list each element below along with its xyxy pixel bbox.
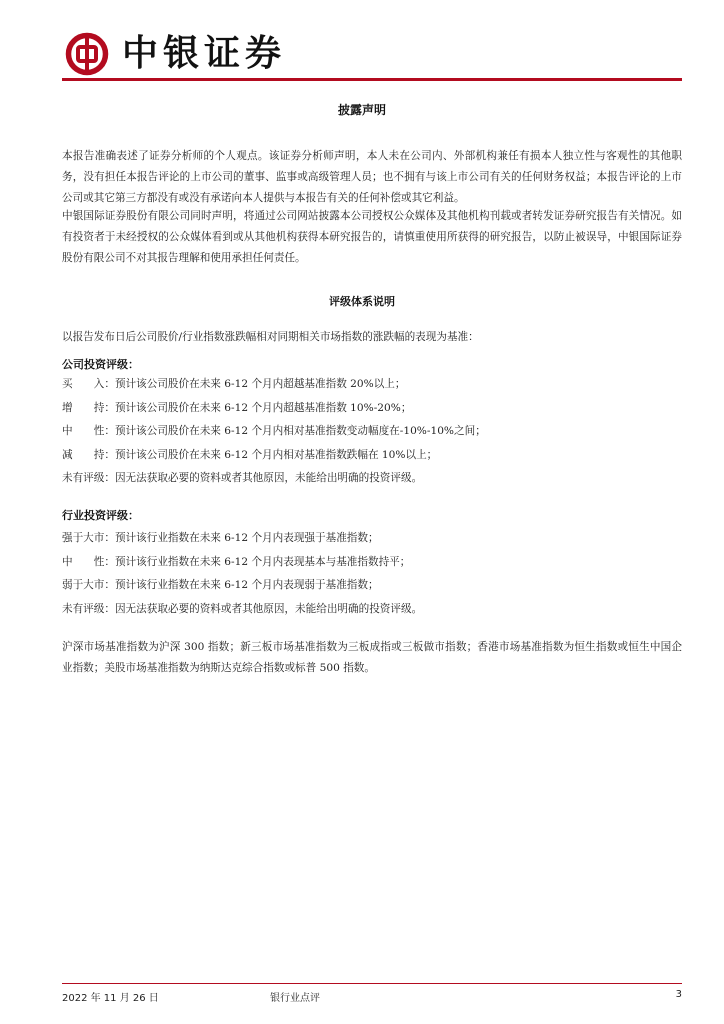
rating-description: 预计该公司股价在未来 6-12 个月内相对基准指数变动幅度在-10%-10%之间； [114, 425, 486, 438]
rating-label: 中 性： [62, 425, 115, 438]
page-number: 3 [675, 989, 682, 1000]
footer-category: 银行业点评 [270, 993, 320, 1004]
rating-row [62, 447, 682, 471]
footer-divider [62, 983, 682, 984]
header-divider [62, 78, 682, 81]
industry-rating-heading: 行业投资评级： [62, 509, 139, 522]
benchmark-note: 沪深市场基准指数为沪深 300 指数；新三板市场基准指数为三板成指或三板做市指数；香港市场基准指数为恒生指数或恒生中国企业指数；美股市场基准指数为纳斯达克综合指数或标普 500 指数。 [62, 641, 682, 674]
rating-description: 预计该公司股价在未来 6-12 个月内相对基准指数跌幅在 10%以上； [114, 448, 438, 461]
disclosure-paragraph-company: 中银国际证券股份有限公司同时声明，将通过公司网站披露本公司授权公众媒体及其他机构刊载或者转发证券研究报告有关情况。如有投资者于未经授权的公众媒体看到或从其他机构获得本研究报告的，请慎重使用所获得的研究报告，以防止被误导，中银国际证券股份有限公司不对其报告理解和使用承担任何责任。 [62, 210, 682, 264]
rating-description: 因无法获取必要的资料或者其他原因，未能给出明确的投资评级。 [114, 472, 423, 485]
footer-date: 2022 年 11 月 26 日 [62, 993, 159, 1004]
rating-label: 中 性： [62, 555, 115, 568]
rating-description: 预计该行业指数在未来 6-12 个月内表现基本与基准指数持平； [114, 555, 411, 568]
rating-description: 预计该行业指数在未来 6-12 个月内表现强于基准指数； [114, 532, 379, 544]
rating-label: 未有评级： [62, 472, 115, 485]
rating-description: 预计该公司股价在未来 6-12 个月内超越基准指数 20%以上； [114, 378, 406, 390]
rating-label: 增 持： [62, 401, 115, 414]
rating-label: 强于大市： [62, 532, 115, 544]
rating-row [62, 554, 682, 578]
disclosure-title: 披露声明 [337, 103, 386, 117]
rating-row [62, 577, 682, 601]
brand-name: 中银证券 [122, 33, 287, 74]
rating-row [62, 470, 682, 494]
industry-rating-list [62, 530, 682, 624]
rating-description: 预计该公司股价在未来 6-12 个月内超越基准指数 10%-20%； [114, 401, 412, 414]
rating-intro: 以报告发布日后公司股价/行业指数涨跌幅相对同期相关市场指数的涨跌幅的表现为基准： [62, 331, 479, 343]
rating-row [62, 376, 682, 400]
rating-row [62, 530, 682, 554]
disclosure-paragraph-analyst: 本报告准确表述了证券分析师的个人观点。该证券分析师声明，本人未在公司内、外部机构兼任有损本人独立性与客观性的其他职务，没有担任本报告评论的上市公司的董事、监事或高级管理人员；也不拥有与该上市公司有关的任何财务权益；本报告评论的上市公司或其它第三方都没有或没有承诺向本人提供与本报告有关的任何补偿或其它利益。 [62, 150, 682, 204]
bank-of-china-logo-icon [65, 32, 109, 76]
rating-row [62, 400, 682, 424]
rating-description: 预计该行业指数在未来 6-12 个月内表现弱于基准指数； [114, 579, 379, 592]
page-header [62, 28, 682, 82]
rating-row [62, 423, 682, 447]
rating-label: 减 持： [62, 448, 115, 461]
rating-label: 买 入： [62, 378, 115, 390]
rating-description: 因无法获取必要的资料或者其他原因，未能给出明确的投资评级。 [114, 602, 423, 615]
rating-label: 弱于大市： [62, 579, 115, 592]
company-rating-list [62, 376, 682, 494]
rating-row [62, 601, 682, 625]
rating-label: 未有评级： [62, 602, 115, 615]
rating-system-title: 评级体系说明 [329, 295, 395, 308]
company-rating-heading: 公司投资评级： [62, 358, 139, 371]
